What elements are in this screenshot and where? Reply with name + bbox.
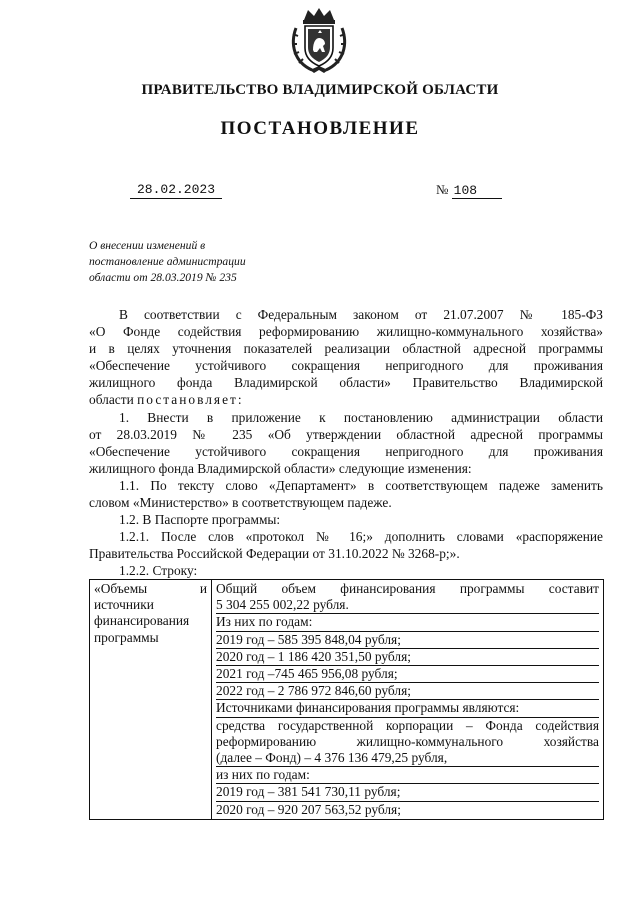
decree-number: 108 [452,183,502,199]
value-line: (далее – Фонд) – 4 376 136 479,25 рубля, [216,750,599,767]
row-label-line: финансирования [94,613,190,629]
decree-body [89,306,603,580]
value-line: 2019 год – 585 395 848,04 рубля; [216,632,599,649]
table-row [90,580,604,820]
preamble-line: В соответствии с Федеральным законом от 21.07.2007 № 185-ФЗ [119,307,603,322]
preamble-line: и в целях уточнения показателей реализации областной адресной программы [89,341,603,357]
decree-word: постановляет: [137,392,244,408]
coat-of-arms-icon [288,6,350,74]
number-sign: № [436,182,449,197]
item-1-line: 1. Внести в приложение к постановлению администрации области [119,409,603,425]
preamble-region: области [89,392,134,408]
value-line: Источниками финансирования программы являются: [216,700,599,717]
item-1-line: жилищного фонда Владимирской области» следующие изменения: [89,460,472,476]
row-label-line: «Объемы и [94,581,207,596]
value-line: 2021 год –745 465 956,08 рубля; [216,666,599,683]
subject-line: области от 28.03.2019 № 235 [89,271,237,284]
value-line: 5 304 255 002,22 рубля. [216,597,599,614]
item-1-2-1-line: 1.2.1. После слов «протокол № 16;» дополнить словами «распоряжение [119,529,603,545]
value-line: реформированию жилищно-коммунального хозяйства [216,733,599,749]
preamble-line: «Обеспечение устойчивого сокращения непригодного для проживания [89,358,603,374]
preamble-line: «О Фонде содействия реформированию жилищно-коммунального хозяйства» [89,324,603,340]
decree-subject [89,238,289,286]
decree-number-block [436,182,502,199]
row-label-line: программы [94,629,159,645]
value-line: 2020 год – 1 186 420 351,50 рубля; [216,649,599,666]
financing-table [89,579,604,820]
value-line: 2020 год – 920 207 563,52 рубля; [216,801,401,817]
item-1-1-line: 1.1. По тексту слово «Департамент» в соответствующем падеже заменить [119,477,603,493]
value-line: из них по годам: [216,767,599,784]
item-1-line: от 28.03.2019 № 235 «Об утверждении областной адресной программы [89,426,603,442]
row-value-cell [212,580,604,820]
value-line: 2019 год – 381 541 730,11 рубля; [216,784,599,801]
value-line: Общий объем финансирования программы составит [216,581,599,596]
item-1-2-2: 1.2.2. Строку: [119,563,198,579]
value-line: средства государственной корпорации – Фонда содействия [216,717,599,733]
value-line: Из них по годам: [216,614,599,631]
row-label-cell [90,580,212,820]
row-label-line: источники [94,597,154,613]
item-1-2: 1.2. В Паспорте программы: [119,512,281,528]
decree-date: 28.02.2023 [130,182,222,199]
item-1-2-1-line: Правительства Российской Федерации от 31.10.2022 № 3268-р;». [89,546,460,562]
value-line: 2022 год – 2 786 972 846,60 рубля; [216,683,599,700]
item-1-line: «Обеспечение устойчивого сокращения непригодного для проживания [89,443,603,459]
preamble-line: жилищного фонда Владимирской области» Правительство Владимирской [89,375,603,391]
document-type: ПОСТАНОВЛЕНИЕ [220,118,420,139]
subject-line: постановление администрации [89,255,246,268]
government-name: ПРАВИТЕЛЬСТВО ВЛАДИМИРСКОЙ ОБЛАСТИ [141,82,499,98]
item-1-1-line: словом «Министерство» в соответствующем падеже. [89,495,392,511]
subject-line: О внесении изменений в [89,239,206,252]
preamble-final-line [89,391,603,408]
